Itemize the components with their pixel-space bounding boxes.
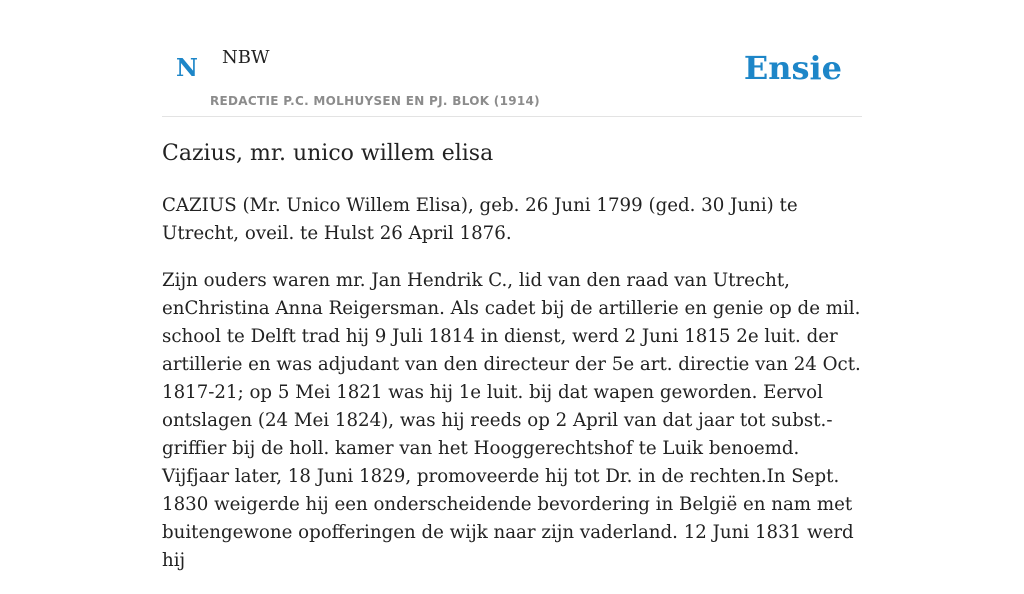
article-paragraph: Zijn ouders waren mr. Jan Hendrik C., lid van den raad van Utrecht, enChristina Anna Reigersman. Als cadet bij de artillerie en genie op de mil. school te Delft trad hij 9 Juli 1814 in dienst, werd 2 Juni 1815 2e luit. der artillerie en was adjudant van den directeur der 5e art. directie van 24 Oct. 1817-21; op 5 Mei 1821 was hij 1e luit. bij dat wapen geworden. Eervol ontslagen (24 Mei 1824), was hij reeds op 2 April van dat jaar tot subst.-griffier bij de holl. kamer van het Hooggerechtshof te Luik benoemd. Vijfjaar later, 18 Juni 1829, promoveerde hij tot Dr. in de rechten.In Sept. 1830 weigerde hij een onderscheidende bevordering in België en nam met buitengewone opofferingen de wijk naar zijn vaderland. 12 Juni 1831 werd hij <box>162 270 861 571</box>
article-title: Cazius, mr. unico willem elisa <box>162 141 494 166</box>
source-name[interactable]: NBW <box>222 47 270 68</box>
header <box>162 0 862 117</box>
source-logo[interactable]: N <box>176 53 198 82</box>
article-paragraph: CAZIUS (Mr. Unico Willem Elisa), geb. 26 Juni 1799 (ged. 30 Juni) te Utrecht, oveil. te Hulst 26 April 1876. <box>162 195 798 244</box>
brand-logo-link[interactable]: Ensie <box>743 49 842 87</box>
source-subtitle: REDACTIE P.C. MOLHUYSEN EN PJ. BLOK (1914) <box>210 94 540 108</box>
article-body <box>162 192 864 594</box>
